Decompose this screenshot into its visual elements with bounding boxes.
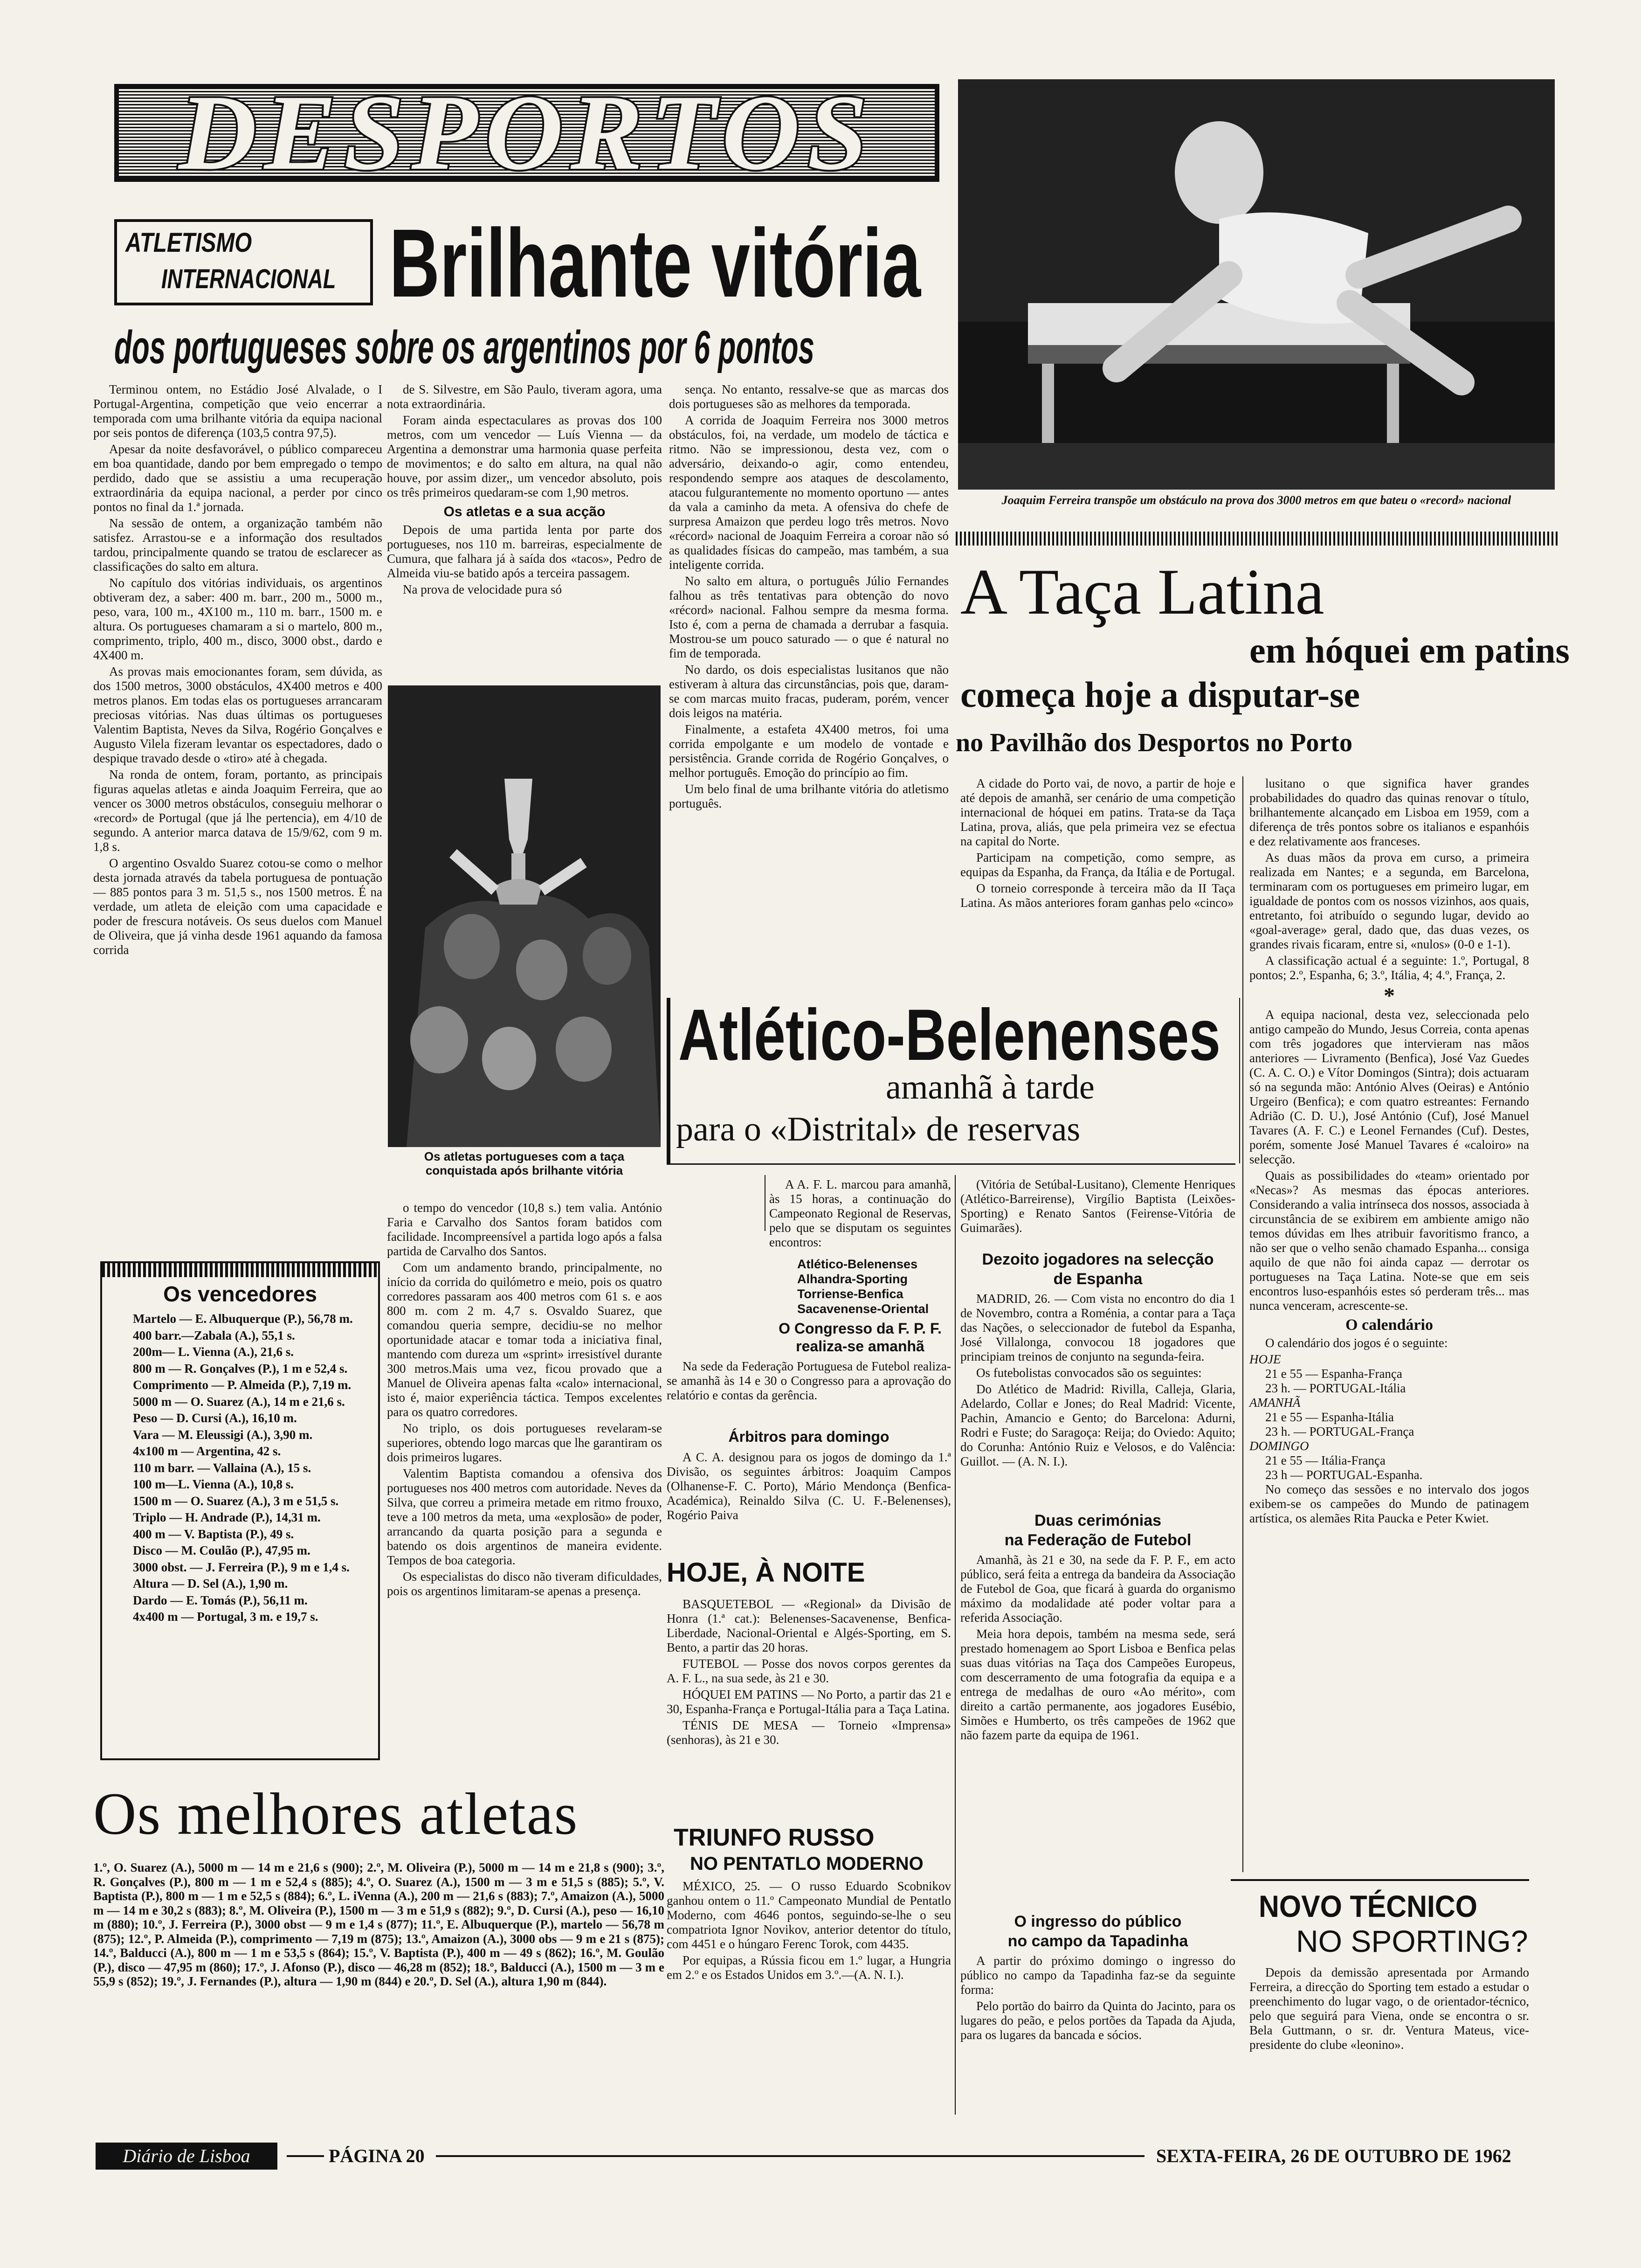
footer-rule-left [287,2155,324,2157]
paragraph: Valentim Baptista comandou a ofensiva dos portugueses nos 400 metros com autoridade. Neves da Silva, que correu a primeira metade em ritmo frouxo, teve a 100 metros da meta, uma «explosão» de poder, arrancando da quarta posição para a segunda e batendo os dois argentinos de maneira evidente. Tempos de boa categoria. [387,1466,662,1567]
winner-line: 200m— L. Vienna (A.), 21,6 s. [133,1345,294,1359]
duas-title-line1: Duas cerimónias [1034,1512,1162,1529]
lead-column-3 [669,382,949,813]
hurdle-photo-illustration [958,79,1555,490]
atletico-headline: Atlético-Belenenses [678,995,1221,1076]
lead-headline: Brilhante vitória [389,209,921,318]
triunfo-title-line1: TRIUNFO RUSSO [674,1824,875,1851]
lead-column-1 [93,382,382,959]
paragraph: Com um andamento brando, principalmente, no início da corrida do quilómetro e meio, pois os quatro corredores passaram aos 400 metros com 61 s. e aos 800 m. com 2 m. 4,7 s. Osvaldo Suarez, que comandou queria sempre, decidiu-se no melhor oportunidade atacar e tomar toda a iniciativa final, mantendo com dureza um «sprint» irresistível durante 300 metros.Mais uma vez, ficou provado que a Manuel de Oliveira apenas falta «calo» internacional, isto é, maior experiência táctica. Tempos excelentes para os quatro corredores. [387,1260,662,1419]
winners-box-top-stripe [102,1263,378,1277]
paragraph: No triplo, os dois portugueses revelaram-se superiores, obtendo logo marcas que lhe garantiram os dois primeiros lugares. [387,1421,662,1464]
lead-column-2 [387,382,662,599]
section-star: * [1384,983,1395,1008]
atletico-line3: para o «Distrital» de reservas [676,1110,1081,1148]
winner-line: Disco — M. Coulão (P.), 47,95 m. [133,1543,310,1557]
winner-line: 800 m — R. Gonçalves (P.), 1 m e 52,4 s. [133,1361,348,1376]
winner-line: Comprimento — P. Almeida (P.), 7,19 m. [133,1378,352,1392]
winner-line: Dardo — E. Tomás (P.), 56,11 m. [133,1593,308,1607]
paragraph: No salto em altura, o português Júlio Fernandes falhou as três tentativas para obtenção do novo «récord» nacional. Falhou sempre da mesma forma. Isto é, com a perna de chamada a derrubar a fasquia. Mostrou-se um pouco saturado — o que é natural no fim de temporada. [669,574,949,660]
paragraph: Na prova de velocidade pura só [403,582,562,596]
paragraph: Na sessão de ontem, a organização também não satisfez. Arrastou-se e a informação dos resultados tardou, principalmente quando se tratou de esclarecer as classificações do salto em altura. [93,516,382,574]
winners-title: Os vencedores [163,1282,317,1306]
masthead-title: DESPORTOS [179,84,875,182]
triunfo-text [667,1879,951,1984]
triunfo-title-line2: NO PENTATLO MODERNO [690,1853,924,1874]
paragraph: Quais as possibilidades do «team» orientado por «Necas»? As mesmas das épocas anteriores. Considerando a valia intrínseca dos nossos, associada à circunstância de se exibirem em ambiente amigo não temos dúvidas em lhes atribuir favoritismo franco, a não ser que o velho senão chamado Espanha... consiga aquilo de que não foi ainda capaz — derrotar os portugueses na Taça Latina. Note-se que em seis encontros luso-espanhóis estes só perderam três... mas nunca venceram, acrescente-se. [1249,1169,1529,1313]
paragraph: A A. F. L. marcou para amanhã, às 15 horas, a continuação do Campeonato Regional de Reservas, pelo que se disputam os seguintes encontros: [769,1177,951,1249]
paragraph: BASQUETEBOL — «Regional» da Divisão de Honra (1.ª cat.): Belenenses-Sacavenense, Benfica-Liberdade, Nacional-Oriental e Algés-Sporting, em S. Bento, a partir das 20 horas. [667,1597,951,1654]
calendar-title: O calendário [1345,1316,1433,1334]
paragraph: A C. A. designou para os jogos de domingo da 1.ª Divisão, os seguintes árbitros: Joaquim Campos (Olhanense-F. C. Porto), Mário Mendonça (Benfica-Académica), Reinaldo Silva (C. U. F.-Belenenses), Rogério Paiva [667,1450,951,1522]
paragraph: As duas mãos da prova em curso, a primeira realizada em Nantes; e a segunda, em Barcelona, terminaram com os portugueses em primeiro lugar, em igualdade de pontos com os nossos vizinhos, aos quais, entretanto, foi atribuído o segundo lugar, devido ao «goal-average» geral, dado que, das duas vezes, os grandes rivais ficaram, entre si, «nulos» (0-0 e 1-1). [1249,850,1529,951]
paragraph: Participam na competição, como sempre, as equipas da Espanha, da França, da Itália e de Portugal. [960,850,1235,879]
paragraph: A partir do próximo domingo o ingresso do público no campo da Tapadinha faz-se da seguinte forma: [960,1954,1235,1997]
winner-line: 5000 m — O. Suarez (A.), 14 m e 21,6 s. [133,1394,345,1409]
winners-list [114,1312,368,1626]
dezoito-title-line2: de Espanha [1053,1270,1143,1288]
calendar-game: 23 h. — PORTUGAL-França [1265,1424,1414,1438]
paragraph: MADRID, 26. — Com vista no encontro do dia 1 de Novembro, contra a Roménia, a contar para a Taça das Nações, o seleccionador de futebol da Espanha, José Villalonga, convocou 18 jogadores que principiam treinos de conjunto na segunda-feira. [960,1292,1235,1363]
separator-hatched [956,532,1559,546]
paragraph: Os futebolistas convocados são os seguintes: [976,1366,1202,1380]
paragraph: Os especialistas do disco não tiveram dificuldades, pois os argentinos limitaram-se apenas a presença. [387,1570,662,1598]
duas-text [960,1553,1235,1744]
footer-page: PÁGINA 20 [329,2145,425,2166]
arbitros-text [667,1450,951,1524]
dezoito-text [960,1292,1235,1471]
winner-line: 400 m — V. Baptista (P.), 49 s. [133,1527,294,1541]
winner-line: 4x400 m — Portugal, 3 m. e 19,7 s. [133,1610,318,1624]
section-tag-line2: INTERNACIONAL [161,264,336,294]
hurdle-photo-caption: Joaquim Ferreira transpõe um obstáculo na prova dos 3000 metros em que bateu o «record» nacional [1001,493,1511,507]
taca-line3: começa hoje a disputar-se [960,674,1360,715]
paragraph: O torneio corresponde à terceira mão da II Taça Latina. As mãos anteriores foram ganhas pelo «cinco» [960,881,1235,910]
paragraph: FUTEBOL — Posse dos novos corpos gerentes da A. F. L., na sua sede, às 21 e 30. [667,1657,951,1685]
paragraph: Meia hora depois, também na mesma sede, será prestado homenagem ao Sport Lisboa e Benfica pelas suas duas vitórias na Taça dos Campeões Europeus, com descerramento de uma fotografia da equipa e a entrega de medalhas de ouro «Ao mérito», com direito a cartão permanente, aos jogadores Eusébio, Simões e Humberto, os três campeões de 1962 que não fazem parte da equipa de 1961. [960,1627,1235,1742]
congresso-text [667,1359,951,1404]
section-tag-line1: ATLETISMO [125,228,252,258]
paragraph: (Vitória de Setúbal-Lusitano), Clemente Henriques (Atlético-Barreirense), Virgílio Baptista (Leixões-Sporting) e Renato Santos (Feirense-Vitória de Guimarães). [960,1177,1235,1235]
paragraph: lusitano o que significa haver grandes probabilidades do quadro das quinas renovar o título, brilhantemente alcançado em Lisboa em 1959, com a diferença de três pontos sobre os italianos e espanhóis e dez relativamente aos franceses. [1249,776,1529,848]
game-line: Sacavenense-Oriental [797,1302,929,1316]
paragraph: Por equipas, a Rússia ficou em 1.º lugar, a Hungria em 2.º e os Estados Unidos em 3.º.—(A. N. I.). [667,1953,951,1982]
taca-line4: no Pavilhão dos Desportos no Porto [956,728,1352,757]
section-tag [114,219,373,305]
triunfo-title [667,1823,951,1875]
paragraph: A classificação actual é a seguinte: 1.º, Portugal, 8 pontos; 2.º, Espanha, 6; 3.º, Itália, 4; 4.º, França, 2. [1249,954,1529,982]
novo-tecnico-line1: NOVO TÉCNICO [1259,1889,1477,1923]
trophy-photo-illustration [388,685,661,1147]
best-athletes-list: 1.º, O. Suarez (A.), 5000 m — 14 m e 21,6 s (900); 2.º, M. Oliveira (P.), 5000 m — 14 m e 21,8 s (900); 3.º, R. Gonçalves (P.), 800 m — 1 m e 52,4 s (885); 4.º, O. Suarez (A.), 1500 m — 3 m e 51,5 s (885); 5.º, V. Baptista (P.), 800 m — 1 m e 52,5 s (884); 6.º, L. iVenna (A.), 200 m — 21,6 s (883); 7.º, Amaizon (A.), 5000 m — 14 m e 30,2 s (883); 8.º, M. Oliveira (P.), 1500 m — 3 m e 51,9 s (882); 9.º, D. Cursi (A.), peso — 16,10 m (880); 10.º, J. Ferreira (P.), 3000 obst — 9 m e 1,4 s (877); 11.º, E. Albuquerque (P.), martelo — 56,78 m (875); 12.º, P. Almeida (P.), comprimento — 7,19 m (875); 13.º, Amaizon (A.), 3000 obs — 9 m e 21 s (875); 14.º, Balducci (A.), 800 m — 1 m e 53,5 s (864); 15.º, V. Baptista (P.), 400 m — 49 s (862); 16.º, M. Goulão (P.), disco — 47,95 m (860); 17.º, J. Afonso (P.), disco — 46,28 m (852); 18.º, Balducci (A.), 1500 m — 3 m e 55,9 s (852); 19.º, J. Fernandes (P.), altura — 1,90 m (844) e 20.º, D. Sel (A.), altura 1,90 m (844). [93,1860,664,1988]
winner-line: 400 barr.—Zabala (A.), 55,1 s. [133,1328,295,1342]
paragraph: Um belo final de uma brilhante vitória do atletismo português. [669,782,949,810]
paragraph: MÉXICO, 25. — O russo Eduardo Scobnikov ganhou ontem o 11.º Campeonato Mundial de Pentatlo Moderno, com 4646 pontos, seguindo-se-lhe o seu compatriota Ignor Novikov, anterior detentor do título, com 4451 e o húngaro Ferenc Torok, com 4435. [667,1879,951,1951]
paragraph: Do Atlético de Madrid: Rivilla, Calleja, Glaria, Adelardo, Collar e Jones; do Real Madrid: Vicente, Pachin, Amancio e Gento; do Barcelona: Adurni, Rodri e Fuste; do Saragoça: Reija; do Oviedo: Aquito; do Corunha: António Ruiz e Velosos, e do Valência: Guillot. — (A. N. I.). [960,1382,1235,1468]
winners-box [100,1261,380,1760]
best-athletes-title: Os melhores atletas [93,1781,579,1847]
paragraph: A corrida de Joaquim Ferreira nos 3000 metros obstáculos, foi, na verdade, um modelo de táctica e ritmo. Não se impressionou, desta vez, com o adversário, deixando-o agir, como entendeu, respondendo sempre aos ataques de descolamento, atacou fulgurantemente no momento oportuno — antes da vala a caminho da meta. A ofensiva do chefe de surpresa Amaizon que perdeu logo três metros. Novo «récord» nacional de Joaquim Ferreira a coroar não só as qualidades físicas do campeão, mas também, a sua inteligente corrida. [669,413,949,572]
masthead-box [114,84,939,182]
calendar-day: DOMINGO [1249,1439,1309,1453]
novo-tecnico-text [1249,1965,1529,2054]
duas-title-line2: na Federação de Futebol [1004,1531,1192,1549]
calendar-day: HOJE [1249,1352,1281,1366]
paragraph: Na ronda de ontem, foram, portanto, as principais figuras aquelas atletas e ainda Joaquim Ferreira, que ao vencer os 3000 metros obstáculos, conseguiu melhorar o «record» de Portugal (que já lhe pertencia), em 4/10 de segundo. A anterior marca datava de 15/9/62, com 9 m. 1,8 s. [93,768,382,854]
winner-line: Peso — D. Cursi (A.), 16,10 m. [133,1411,297,1425]
game-line: Alhandra-Sporting [797,1272,908,1286]
paragraph: A cidade do Porto vai, de novo, a partir de hoje e até depois de amanhã, ser cenário de uma competição internacional de hóquei em patins. Trata-se da Taça Latina, prova, aliás, que pela primeira vez se efectua na capital do Norte. [960,776,1235,848]
footer-date: SEXTA-FEIRA, 26 DE OUTUBRO DE 1962 [1156,2145,1511,2166]
calendar-game: 23 h. — PORTUGAL-Itália [1265,1381,1406,1395]
calendar-game: 23 h — PORTUGAL-Espanha. [1265,1468,1423,1482]
atletico-column [769,1177,951,1252]
paragraph: O argentino Osvaldo Suarez cotou-se como o melhor desta jornada através da tabela portuguesa de pontuação — 885 pontos para 3 m. 51,5 s., nos 1500 metros. É na verdade, um atleta de eleição com uma capacidade e poder de frescura notáveis. Os seus duelos com Manuel de Oliveira, que já vinha desde 1961 aquando da famosa corrida [93,856,382,957]
ingresso-title-line2: no campo da Tapadinha [1007,1932,1188,1950]
congresso-title-line2: realiza-se amanhã [796,1338,924,1355]
paragraph: TÉNIS DE MESA — Torneio «Imprensa» (senhoras), às 21 e 30. [667,1718,951,1747]
ingresso-title [960,1912,1235,1951]
game-line: Atlético-Belenenses [797,1257,918,1271]
winner-line: Vara — M. Eleussigi (A.), 3,90 m. [133,1427,313,1442]
paragraph: Depois de uma partida lenta por parte dos portugueses, nos 110 m. barreiras, especialmente de Cumura, que falhara já à saída dos «tacos», Pedro de Almeida viu-se batido após a terceira passagem. [387,523,662,580]
duas-title [960,1511,1235,1550]
paragraph: de S. Silvestre, em São Paulo, tiveram agora, uma nota extraordinária. [387,382,662,411]
paragraph: Na sede da Federação Portuguesa de Futebol realiza-se amanhã às 14 e 30 o Congresso para a aprovação do relatório e contas da gerência. [667,1359,951,1402]
novo-tecnico-line2: NO SPORTING? [1296,1924,1528,1958]
atletico-line2: amanhã à tarde [886,1068,1095,1106]
continuation-text [960,1177,1235,1237]
winner-line: 4x100 m — Argentina, 42 s. [133,1444,281,1458]
dezoito-title-line1: Dezoito jogadores na selecção [982,1251,1214,1268]
game-line: Torriense-Benfica [797,1287,903,1301]
taca-column-a [960,776,1235,912]
atletico-rule [667,1163,1235,1165]
novo-tecnico-rule [1231,1879,1529,1881]
winner-line: Altura — D. Sel (A.), 1,90 m. [133,1577,288,1590]
paragraph: HÓQUEI EM PATINS — No Porto, a partir das 21 e 30, Espanha-França e Portugal-Itália para a Taça Latina. [667,1687,951,1716]
calendar-note: No começo das sessões e no intervalo dos jogos exibem-se os campeões do Mundo de patinagem artística, os alemães Rita Paucka e Peter Kwiet. [1249,1482,1529,1525]
paragraph: No dardo, os dois especialistas lusitanos que não estiveram à altura das circunstâncias, pois que, daram-se com marcas muito fracas, puderam, porém, vencer dois leigos na matéria. [669,663,949,720]
calendar-game: 21 e 55 — Itália-França [1265,1453,1386,1467]
taca-column-b [1249,776,1529,1528]
ingresso-title-line1: O ingresso do público [1014,1913,1182,1930]
calendar-game: 21 e 55 — Espanha-França [1265,1367,1402,1381]
calendar [1249,1352,1529,1482]
column-rule [1242,776,1243,1872]
calendar-intro: O calendário dos jogos é o seguinte: [1265,1336,1448,1350]
footer-logo [96,2143,277,2170]
column-rule [955,1175,956,2115]
trophy-photo [388,685,661,1147]
winner-line: Triplo — H. Andrade (P.), 14,31 m. [133,1510,321,1524]
paragraph: Pelo portão do bairro da Quinta do Jacinto, para os lugares do peão, e pelos portões da Tapada da Ajuda, para os lugares da bancada e sócios. [960,1999,1235,2042]
winner-line: 3000 obst. — J. Ferreira (P.), 9 m e 1,4 s. [133,1560,350,1574]
paragraph: Amanhã, às 21 e 30, na sede da F. P. F., em acto público, será feita a entrega da bandeira da Associação de Futebol de Goa, que ficará à guarda do organismo máximo da modalidade até poder voltar para a referida Associação. [960,1553,1235,1625]
subheading: Os atletas e a sua acção [443,504,606,519]
footer-rule-middle [436,2155,1145,2157]
paragraph: A equipa nacional, desta vez, seleccionada pelo antigo campeão do Mundo, Jesus Correia, conta apenas com três jogadores que intervieram nas mãos anteriores — Livramento (Benfica), José Vaz Guedes (C. A. C. O.) e Vítor Domingos (Sintra); dois actuaram só na segunda mão: António Alves (Oeiras) e António Urgeiro (Benfica); e com quatro estreantes: Fernando Adrião (C. D. U.), José António (Cuf), José Manuel Tavares (A. F. C.) e Leonel Fernandes (Cuf). Destes, porém, somente José Manuel Tavares é «caloiro» na selecção. [1249,1008,1529,1166]
footer-logo-text: Diário de Lisboa [123,2145,250,2166]
paragraph: As provas mais emocionantes foram, sem dúvida, as dos 1500 metros, 3000 obstáculos, 4X400 metros e 400 metros planos. Em todas elas os portugueses arrancaram preciosas vitórias. Nas duas últimas os portugueses Valentim Baptista, Neves da Silva, Rogério Gonçalves e Augusto Vilela fizeram levantar os espectadores, dado o despique travado desde o «tiro» até à chegada. [93,664,382,765]
atletico-games [769,1257,951,1316]
dezoito-title [960,1250,1235,1289]
paragraph: Foram ainda espectaculares as provas dos 100 metros, com um vencedor — Luís Vienna — da Argentina a demonstrar uma harmonia quase perfeita de movimentos; e do salto em altura, na qual não houve, por assim dizer,, um vencedor absoluto, pois os três primeiros quedaram-se com 1,90 metros. [387,413,662,499]
paragraph: sença. No entanto, ressalve-se que as marcas dos dois portugueses são as melhores da temporada. [669,382,949,411]
winner-line: 1500 m — O. Suarez (A.), 3 m e 51,5 s. [133,1494,339,1508]
calendar-game: 21 e 55 — Espanha-Itália [1265,1410,1394,1424]
winner-line: 110 m barr. — Vallaina (A.), 15 s. [133,1460,311,1475]
winner-line: Martelo — E. Albuquerque (P.), 56,78 m. [133,1312,353,1326]
calendar-day: AMANHÃ [1249,1396,1301,1410]
paragraph: Apesar da noite desfavorável, o público compareceu em boa quantidade, dando por bem empregado o tempo perdido, dado que se assistiu a uma recuperação extraordinária da equipa nacional, a perder por cinco pontos no final da 1.ª jornada. [93,442,382,514]
hoje-title: HOJE, À NOITE [667,1557,865,1588]
paragraph: o tempo do vencedor (10,8 s.) tem valia. António Faria e Carvalho dos Santos foram batidos com facilidade. Incompreensível a partida logo após a falsa partida de Carvalho dos Santos. [387,1201,662,1258]
paragraph: Terminou ontem, no Estádio José Alvalade, o I Portugal-Argentina, competição que veio encerrar a temporada com uma brilhante vitória da equipa nacional por seis pontos de diferença (103,5 contra 97,5). [93,382,382,440]
congresso-title [769,1320,951,1355]
taca-line2: em hóquei em patins [1249,630,1570,671]
arbitros-title: Árbitros para domingo [728,1428,889,1445]
congresso-title-line1: O Congresso da F. P. F. [779,1320,942,1337]
winner-line: 100 m—L. Vienna (A.), 10,8 s. [133,1477,294,1491]
paragraph: No capítulo dos vitórias individuais, os argentinos obtiveram dez, a saber: 400 m. barr., 200 m., 5000 m., peso, vara, 100 m., 4X100 m., 110 m. barr., 1500 m. e altura. Os portugueses chamaram a si o martelo, 800 m., comprimento, triplo, 400 m., disco, 3000 obst., dardo e 4X400 m. [93,576,382,662]
ingresso-text [960,1954,1235,2044]
paragraph: Depois da demissão apresentada por Armando Ferreira, a direcção do Sporting tem estado a estudar o preenchimento do lugar vago, o de orientador-técnico, pelo que seguirá para Viena, onde se encontra o sr. Bela Guttmann, o sr. dr. Ventura Mateus, vice-presidente do clube «leonino». [1249,1965,1529,2052]
hoje-text [667,1597,951,1749]
hurdle-photo [958,79,1555,490]
paragraph: Finalmente, a estafeta 4X400 metros, foi uma corrida empolgante e um modelo de vontade e persistência. Grande corrida de Rogério Gonçalves, o melhor português. Emoção do princípio ao fim. [669,722,949,780]
taca-headline: A Taça Latina [960,556,1324,628]
lead-subheadline: dos portugueses sobre os argentinos por 6 pontos [114,321,814,373]
trophy-photo-caption: Os atletas portugueses com a taça conquistada após brilhante vitória [424,1149,625,1177]
lead-column-2-continued [387,1201,662,1600]
